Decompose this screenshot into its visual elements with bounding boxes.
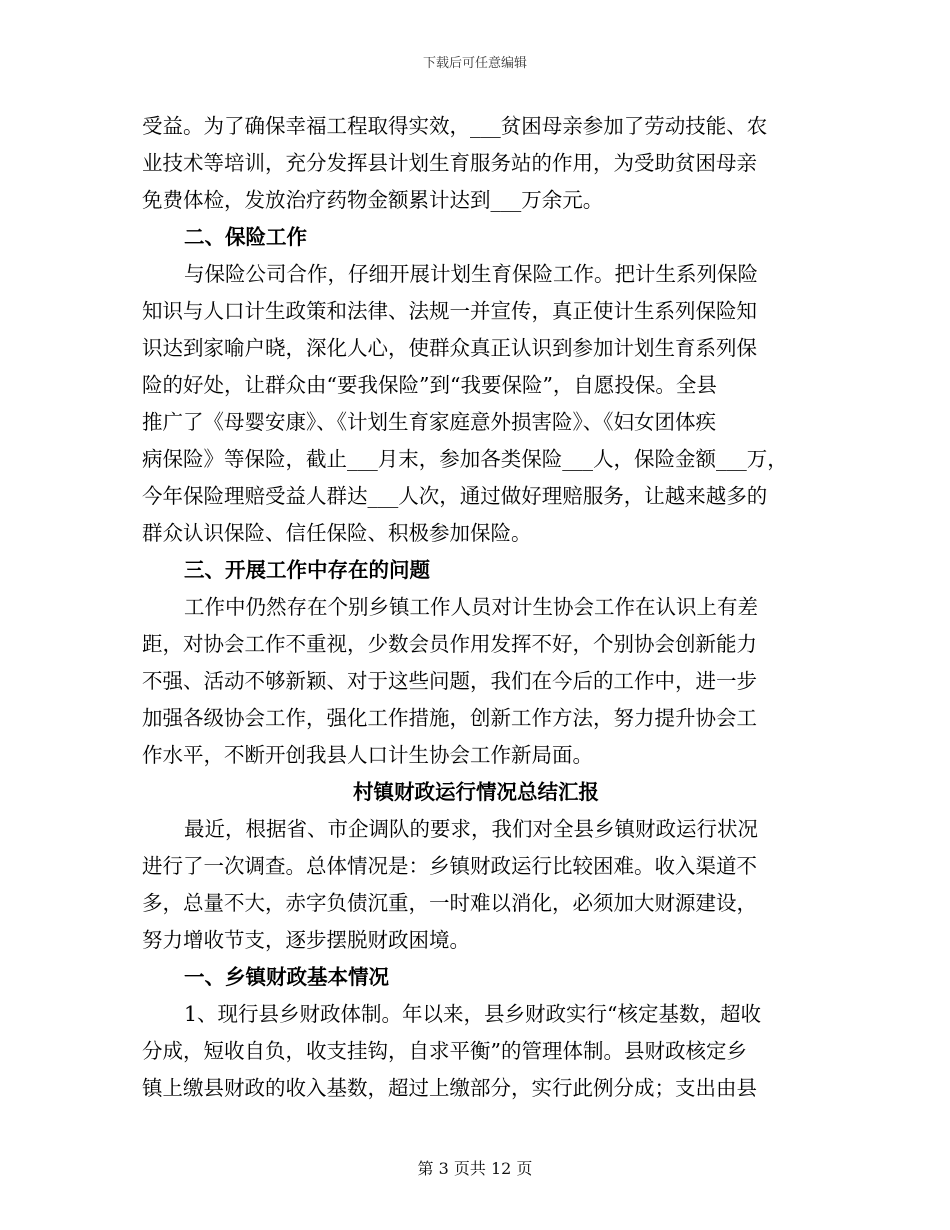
section-heading: 三、开展工作中存在的问题	[184, 558, 430, 582]
body-line: 努力增收节支，逐步摆脱财政困境。	[142, 928, 470, 952]
body-line: 不强、活动不够新颖、对于这些问题，我们在今后的工作中，进一步	[142, 669, 757, 693]
body-line: 免费体检，发放治疗药物金额累计达到___万余元。	[142, 188, 604, 212]
page-footer: 第 3 页共 12 页	[417, 1159, 533, 1178]
document-body	[142, 108, 810, 1107]
body-line: 加强各级协会工作，强化工作措施，创新工作方法，努力提升协会工	[142, 706, 757, 730]
body-line: 险的好处，让群众由“要我保险”到“我要保险”，自愿投保。全县	[142, 373, 717, 397]
body-line: 受益。为了确保幸福工程取得实效，___贫困母亲参加了劳动技能、农	[142, 114, 768, 138]
body-line: 距，对协会工作不重视，少数会员作用发挥不好，个别协会创新能力	[142, 632, 757, 656]
paragraph-first-line: 工作中仍然存在个别乡镇工作人员对计生协会工作在认识上有差	[184, 595, 758, 619]
body-line: 分成，短收自负，收支挂钩，自求平衡”的管理体制。县财政核定乡	[142, 1039, 747, 1063]
section-heading: 一、乡镇财政基本情况	[184, 965, 389, 989]
header-note: 下载后可任意编辑	[422, 56, 527, 71]
body-line: 识达到家喻户晓，深化人心，使群众真正认识到参加计划生育系列保	[142, 336, 757, 360]
body-line: 业技术等培训，充分发挥县计划生育服务站的作用，为受助贫困母亲	[142, 151, 757, 175]
paragraph-first-line: 与保险公司合作，仔细开展计划生育保险工作。把计生系列保险	[184, 262, 758, 286]
body-line: 知识与人口计生政策和法律、法规一并宣传，真正使计生系列保险知	[142, 299, 757, 323]
document-title: 村镇财政运行情况总结汇报	[353, 780, 599, 804]
paragraph-first-line: 最近，根据省、市企调队的要求，我们对全县乡镇财政运行状况	[184, 817, 758, 841]
paragraph-first-line: 1、现行县乡财政体制。年以来，县乡财政实行“核定基数，超收	[184, 1002, 762, 1026]
body-line: 推广了《母婴安康》、《计划生育家庭意外损害险》、《妇女团体疾	[142, 410, 716, 434]
body-line: 病保险》等保险，截止___月末，参加各类保险___人，保险金额___万，	[142, 447, 788, 471]
body-line: 作水平，不断开创我县人口计生协会工作新局面。	[142, 743, 593, 767]
body-line: 镇上缴县财政的收入基数，超过上缴部分，实行此例分成；支出由县	[142, 1076, 757, 1100]
body-line: 今年保险理赔受益人群达___人次，通过做好理赔服务，让越来越多的	[142, 484, 768, 508]
body-line: 进行了一次调查。总体情况是：乡镇财政运行比较困难。收入渠道不	[142, 854, 757, 878]
section-heading: 二、保险工作	[184, 225, 307, 249]
body-line: 多，总量不大，赤字负债沉重，一时难以消化，必须加大财源建设，	[142, 891, 757, 915]
body-line: 群众认识保险、信任保险、积极参加保险。	[142, 521, 532, 545]
